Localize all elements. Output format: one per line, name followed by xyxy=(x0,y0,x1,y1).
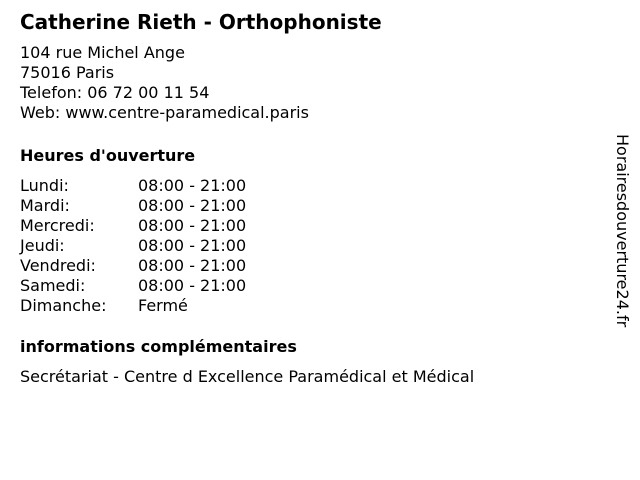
hours-row-friday xyxy=(20,256,600,276)
time-value: 08:00 - 21:00 xyxy=(138,236,247,255)
phone-number: Telefon: 06 72 00 11 54 xyxy=(20,83,210,102)
time-value: 08:00 - 21:00 xyxy=(138,276,247,295)
hours-row-saturday xyxy=(20,276,600,296)
time-value: 08:00 - 21:00 xyxy=(138,176,247,195)
hours-row-wednesday xyxy=(20,216,600,236)
time-value: Fermé xyxy=(138,296,188,315)
hours-row-thursday xyxy=(20,236,600,256)
hours-row-tuesday xyxy=(20,196,600,216)
time-value: 08:00 - 21:00 xyxy=(138,196,247,215)
info-text: Secrétariat - Centre d Excellence Paramédical et Médical xyxy=(20,367,475,386)
day-label: Vendredi: xyxy=(20,256,96,275)
site-watermark: Horairesdouverture24.fr xyxy=(613,134,632,328)
website: Web: www.centre-paramedical.paris xyxy=(20,103,309,122)
city-address: 75016 Paris xyxy=(20,63,115,82)
time-value: 08:00 - 21:00 xyxy=(138,216,247,235)
day-label: Dimanche: xyxy=(20,296,107,315)
business-title: Catherine Rieth - Orthophoniste xyxy=(20,10,382,34)
day-label: Jeudi: xyxy=(20,236,65,255)
street-address: 104 rue Michel Ange xyxy=(20,43,185,62)
contact-block xyxy=(20,43,600,123)
day-label: Lundi: xyxy=(20,176,69,195)
hours-row-monday xyxy=(20,176,600,196)
hours-table xyxy=(20,176,600,316)
day-label: Mercredi: xyxy=(20,216,95,235)
info-heading: informations complémentaires xyxy=(20,337,297,356)
business-card xyxy=(20,8,600,387)
hours-row-sunday xyxy=(20,296,600,316)
time-value: 08:00 - 21:00 xyxy=(138,256,247,275)
day-label: Samedi: xyxy=(20,276,86,295)
day-label: Mardi: xyxy=(20,196,70,215)
hours-heading: Heures d'ouverture xyxy=(20,146,196,165)
